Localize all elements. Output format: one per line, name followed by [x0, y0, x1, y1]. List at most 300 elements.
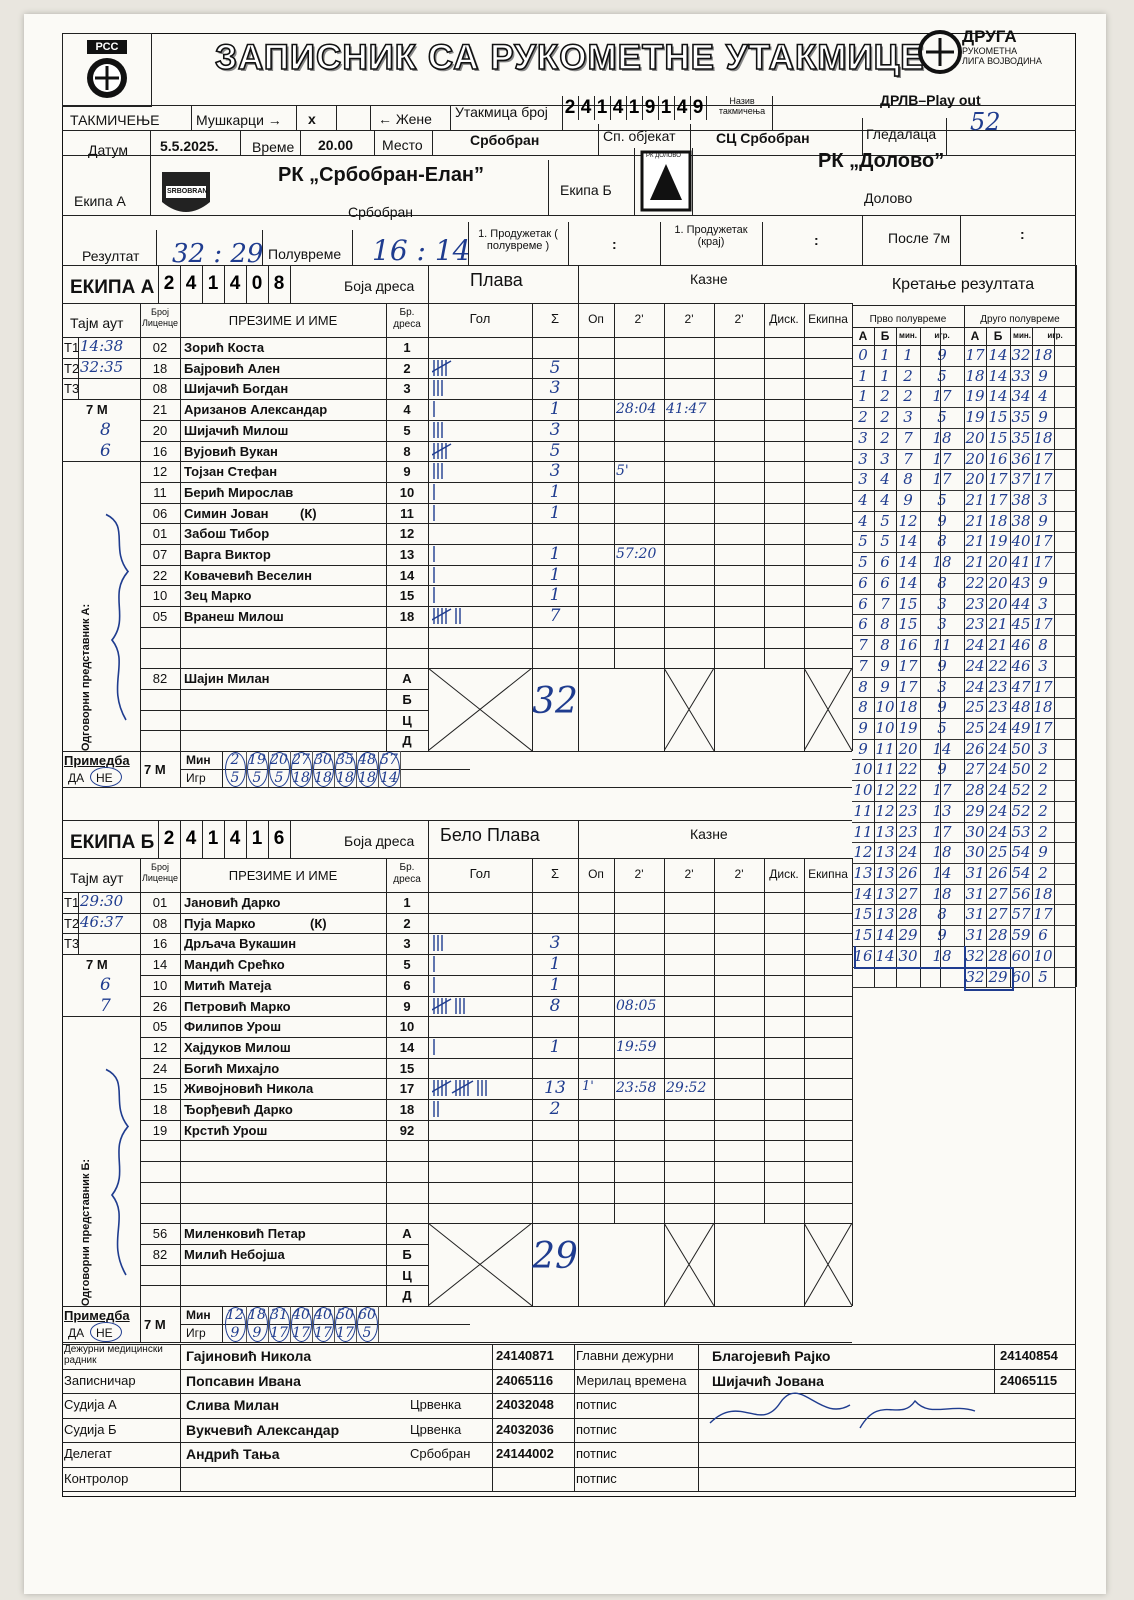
progress-cell: 12: [853, 843, 873, 862]
team-b-two3-header: 2': [734, 867, 744, 881]
progress-cell: 1: [880, 366, 890, 385]
team-b-player-goals: 3: [549, 933, 561, 954]
progress-cell: 29: [965, 801, 985, 820]
progress-cell: 15: [988, 428, 1008, 447]
progress-cell: 52: [1011, 781, 1031, 800]
progress-cell: 13: [875, 905, 895, 924]
progress-cell: 8: [937, 905, 947, 924]
team-b-label: ЕКИПА Б: [70, 832, 155, 853]
team-b-7m-min-value: 18: [248, 1307, 266, 1323]
progress-cell: 32: [965, 967, 985, 986]
team-b-player-license: 05: [152, 1019, 168, 1035]
team-b-7m-ring: [225, 1307, 246, 1342]
progress-cell: 17: [932, 781, 952, 800]
team-b-7m-ring: [357, 1307, 378, 1342]
team-a-7m-min-value: 30: [314, 752, 332, 768]
progress-cell: 8: [880, 636, 890, 655]
team-a-7m-igr-value: 5: [252, 770, 262, 786]
team-a-note-label: Примедба: [64, 753, 130, 768]
team-b-player-suspension: 19:59: [616, 1038, 657, 1055]
team-a-player-name: Зец Марко: [184, 588, 252, 604]
team-a-player-number: 11: [400, 505, 414, 521]
team-b-player-goals: 2: [549, 1099, 561, 1119]
team-b-official-name: Миленковић Петар: [184, 1226, 306, 1242]
halftime-score-box: [854, 946, 966, 969]
footer-city: Црвенка: [410, 1421, 462, 1437]
progress-title: Кретање резултата: [891, 276, 1035, 293]
team-b-7m-ring: [269, 1307, 290, 1342]
team-b-note-yes[interactable]: ДА: [68, 1326, 85, 1340]
progress-cell: 5: [937, 366, 947, 385]
team-b-goal-tally: [432, 975, 532, 995]
progress-cell: 9: [903, 491, 913, 510]
progress-cell: 21: [988, 636, 1008, 655]
team-b-name: РК „Долово”: [818, 150, 945, 172]
ot1-half-colon: :: [612, 236, 617, 252]
team-a-license-header: Број Лиценце: [141, 307, 179, 328]
progress-cell: 9: [937, 346, 947, 364]
progress-cell: 30: [898, 946, 918, 965]
team-a-color-value: Плава: [470, 270, 523, 290]
progress-cell: 32: [1011, 346, 1031, 364]
team-b-code-digit: 6: [268, 820, 291, 858]
team-a-penalties-label: Казне: [690, 271, 728, 287]
team-a-player-name: Берић Мирослав: [184, 484, 294, 500]
progress-cell: 6: [880, 553, 890, 572]
team-b-official-role: Ц: [402, 1267, 412, 1283]
team-a-player-suspension: 41:47: [666, 401, 707, 418]
team-a-player-suspension: 57:20: [616, 546, 657, 562]
team-b-player-name: Пуја Марко: [184, 915, 256, 931]
progress-cell: 14: [988, 346, 1008, 364]
progress-cell: 2: [1038, 801, 1048, 820]
progress-cell: 3: [858, 449, 868, 468]
progress-cell: 17: [1033, 905, 1053, 924]
team-a-captain-mark: (К): [300, 505, 317, 521]
progress-cell: 16: [853, 946, 873, 965]
progress-cell: 5: [1038, 967, 1048, 986]
progress-cell: 31: [965, 884, 985, 903]
progress-cell: 2: [903, 387, 913, 406]
progress-cell: 15: [898, 615, 918, 634]
progress-cell: 4: [1038, 387, 1048, 406]
team-b-7m-min-value: 12: [226, 1307, 244, 1323]
place-value: Србобран: [470, 132, 540, 148]
progress-col-header: мин.: [899, 331, 917, 340]
team-a-two1-header: 2': [634, 312, 644, 326]
progress-cell: 9: [1038, 366, 1048, 385]
team-b-logo: РК ДОЛОВО: [640, 150, 692, 212]
team-a-label: ЕКИПА А: [70, 277, 155, 298]
progress-cell: 9: [880, 656, 890, 675]
progress-cell: 3: [937, 677, 947, 696]
progress-cell: 1: [858, 387, 868, 406]
team-a-player-number: 9: [403, 464, 411, 480]
team-a-player-goals: 1: [549, 585, 561, 606]
team-a-7m-ring: [269, 752, 290, 787]
team-b-total-goals: 29: [532, 1236, 578, 1278]
progress-cell: 3: [858, 470, 868, 489]
team-b-player-number: 9: [403, 998, 411, 1014]
progress-cell: 56: [1011, 884, 1031, 903]
team-a-code-digit: 4: [180, 265, 203, 303]
progress-cell: 5: [858, 553, 868, 572]
team-a-player-license: 07: [152, 547, 168, 562]
progress-cell: 9: [937, 926, 947, 945]
team-b-official-role: Д: [402, 1288, 412, 1304]
team-b-player-license: 19: [152, 1122, 168, 1138]
team-a-player-suspension: 28:04: [616, 401, 657, 418]
team-b-7m-igr-value: 9: [230, 1325, 240, 1341]
progress-cell: 8: [1038, 636, 1048, 655]
team-b-player-name: Јановић Дарко: [184, 895, 281, 910]
progress-cell: 46: [1011, 656, 1031, 675]
team-b-timeout-label: T2: [64, 915, 80, 931]
progress-cell: 18: [932, 428, 952, 447]
team-b-code-digit: 4: [224, 820, 247, 858]
progress-cell: 18: [932, 884, 952, 903]
progress-cell: 27: [988, 884, 1008, 903]
team-a-official-role: Б: [402, 691, 412, 707]
team-a-goal-tally: [432, 441, 532, 461]
progress-cell: 24: [988, 760, 1008, 779]
progress-cell: 11: [853, 801, 873, 820]
footer-role2: потпис: [576, 1421, 617, 1437]
footer-name: Слива Милан: [186, 1397, 280, 1413]
progress-cell: 15: [898, 594, 918, 613]
team-b-player-number: 10: [399, 1019, 415, 1035]
team-a-7m-ring: [313, 752, 334, 787]
team-a-7m-min-value: 19: [248, 752, 266, 768]
progress-cell: 6: [880, 573, 890, 592]
progress-cell: 22: [965, 573, 985, 592]
result-label: Резултат: [82, 248, 140, 264]
team-a-7m-min-value: 20: [270, 752, 288, 768]
progress-cell: 19: [965, 387, 985, 406]
progress-cell: 0: [858, 346, 868, 364]
progress-cell: 9: [1038, 511, 1048, 530]
progress-cell: 24: [988, 781, 1008, 800]
progress-cell: 24: [988, 739, 1008, 758]
team-b-player-name: Дрљача Вукашин: [184, 936, 297, 952]
progress-cell: 2: [1038, 760, 1048, 779]
result-value: 32 : 29: [172, 239, 264, 269]
progress-cell: 18: [1033, 698, 1053, 717]
progress-cell: 27: [988, 905, 1008, 924]
team-b-player-goals: 13: [544, 1078, 566, 1099]
team-b-note-label: Примедба: [64, 1308, 130, 1323]
team-a-7m-label: 7 М: [86, 402, 108, 418]
team-a-7m-igr-value: 5: [230, 770, 240, 786]
progress-cell: 50: [1011, 739, 1031, 758]
match-number-label: Утакмица број: [455, 104, 548, 120]
team-a-timeout-label: T3: [64, 381, 80, 397]
footer-role2: Мерилац времена: [576, 1372, 687, 1388]
date-label: Датум: [88, 142, 128, 158]
team-a-7m-min-label: Мин: [186, 753, 211, 767]
team-b-code-digit: 1: [202, 820, 225, 858]
team-a-official-name: Шајин Милан: [184, 671, 270, 687]
team-b-city: Долово: [864, 190, 913, 206]
team-a-timeout-label: T1: [64, 340, 80, 355]
after-7m-label: После 7м: [888, 230, 951, 246]
team-a-official-role: А: [402, 671, 412, 687]
progress-cell: 29: [988, 967, 1008, 986]
progress-cell: 2: [1038, 864, 1048, 882]
team-a-player-license: 10: [152, 588, 168, 604]
team-a-two3-header: 2': [734, 312, 744, 326]
venue-value: СЦ Србобран: [716, 130, 810, 146]
progress-cell: 18: [965, 366, 985, 385]
team-a-7m-ring: [357, 752, 378, 787]
team-a-officials-team-cross: [804, 668, 852, 751]
progress-cell: 10: [853, 781, 873, 800]
progress-cell: 28: [965, 781, 985, 800]
progress-cell: 17: [1033, 615, 1053, 634]
team-a-player-license: 12: [152, 464, 168, 480]
team-b-7m-ring: [313, 1307, 334, 1342]
team-a-name-header: ПРЕЗИМЕ И ИМЕ: [228, 313, 338, 328]
team-a-disq-header: Диск.: [769, 312, 799, 326]
progress-cell: 2: [903, 366, 913, 385]
progress-cell: 60: [1011, 967, 1031, 986]
progress-cell: 7: [903, 428, 913, 447]
team-a-player-goals: 3: [549, 461, 561, 482]
team-b-goal-tally: [432, 996, 532, 1016]
progress-cell: 9: [1038, 573, 1048, 592]
footer-name: Вукчевић Александар: [186, 1421, 340, 1438]
team-b-two1-header: 2': [634, 867, 644, 881]
after-7m-colon: :: [1020, 226, 1025, 242]
progress-cell: 2: [880, 387, 890, 406]
progress-cell: 2: [858, 408, 868, 427]
ot1-half-label: 1. Продужетак ( полувреме ): [478, 228, 558, 252]
team-a-timeout-value: 14:38: [80, 337, 124, 355]
progress-cell: 13: [875, 822, 895, 841]
team-a-note-yes[interactable]: ДА: [68, 771, 85, 785]
team-a-7m-min-value: 2: [230, 752, 240, 768]
team-a-official-role: Д: [402, 733, 412, 749]
team-a-timeout-value: 32:35: [80, 357, 124, 376]
team-b-player-name: Мандић Срећко: [184, 957, 285, 973]
team-a-player-goals: 1: [549, 564, 561, 585]
team-a-player-number: 4: [403, 402, 411, 418]
progress-cell: 19: [898, 718, 918, 737]
team-a-player-number: 10: [399, 484, 415, 500]
progress-cell: 13: [875, 864, 895, 882]
progress-cell: 45: [1011, 615, 1031, 634]
team-a-note-no[interactable]: НЕ: [96, 771, 113, 785]
team-b-7m-min-label: Мин: [186, 1308, 211, 1322]
team-b-goal-tally: [432, 1037, 532, 1057]
progress-cell: 21: [965, 532, 985, 551]
progress-cell: 25: [965, 718, 985, 737]
team-b-name-header: ПРЕЗИМЕ И ИМЕ: [228, 868, 338, 883]
progress-cell: 49: [1011, 718, 1031, 737]
team-b-timeout-label: T1: [64, 895, 80, 910]
team-b-note-no[interactable]: НЕ: [96, 1326, 113, 1340]
team-b-player-goals: 8: [549, 995, 561, 1016]
team-a-player-number: 3: [403, 381, 411, 397]
team-a-note-no-circle: [90, 767, 122, 787]
team-b-player-name: Живојновић Никола: [184, 1081, 314, 1097]
progress-cell: 13: [875, 884, 895, 903]
progress-cell: 17: [932, 449, 952, 468]
team-b-7m-min-value: 31: [270, 1307, 288, 1323]
team-a-player-license: 16: [152, 443, 168, 459]
team-b-7m-igr-value: 17: [270, 1325, 288, 1341]
progress-cell: 23: [965, 594, 985, 613]
team-b-player-suspension: 23:58: [616, 1080, 657, 1097]
team-b-representative-label: Одговорни представник Б:: [80, 1158, 92, 1306]
team-b-goal-tally: [432, 933, 532, 953]
team-b-player-name: Филипов Урош: [184, 1019, 282, 1035]
progress-cell: 2: [1038, 781, 1048, 800]
team-b-player-license: 10: [152, 977, 168, 993]
ot1-end-label: 1. Продужетак (крај): [674, 224, 748, 248]
team-a-player-number: 14: [399, 567, 415, 583]
progress-cell: 14: [988, 387, 1008, 406]
team-b-penalties-label: Казне: [690, 826, 728, 842]
team-a-player-goals: 1: [549, 481, 561, 502]
team-b-official-license: 82: [152, 1246, 168, 1262]
comp-name: ДРЛВ–Play out: [880, 92, 981, 108]
team-a-warn-header: Оп: [588, 312, 604, 326]
team-a-player-license: 02: [152, 340, 168, 355]
team-a-7m-summary-label: 7 М: [144, 762, 166, 777]
team-b-7m-igr-value: 5: [362, 1325, 372, 1341]
halftime-label: Полувреме: [268, 246, 342, 262]
progress-cell: 36: [1011, 449, 1031, 468]
progress-cell: 31: [965, 926, 985, 945]
progress-cell: 28: [988, 946, 1008, 965]
team-a-timeout-label: T2: [64, 360, 80, 376]
time-value: 20.00: [318, 137, 354, 153]
progress-cell: 14: [932, 739, 952, 758]
progress-cell: 30: [965, 843, 985, 862]
team-b-player-license: 15: [152, 1081, 168, 1097]
progress-cell: 15: [853, 905, 873, 924]
team-b-color-label: Боја дреса: [344, 833, 415, 849]
footer-name: Гајиновић Никола: [186, 1348, 312, 1364]
progress-cell: 23: [988, 677, 1008, 696]
team-b-7m-igr-label: Игр: [186, 1326, 206, 1340]
progress-cell: 16: [898, 636, 918, 655]
progress-cell: 14: [988, 366, 1008, 385]
time-label: Време: [252, 139, 295, 155]
team-a-player-name: Симин Јован: [184, 505, 269, 521]
footer-role: Судија А: [64, 1397, 117, 1412]
team-a-7m-taken: 6: [100, 440, 111, 461]
progress-cell: 9: [937, 760, 947, 779]
team-b-player-suspension: 29:52: [666, 1080, 707, 1097]
progress-cell: 17: [898, 656, 918, 675]
footer-city: Србобран: [410, 1446, 471, 1461]
progress-cell: 4: [858, 511, 868, 530]
team-b-7m-min-value: 40: [292, 1307, 310, 1323]
progress-cell: 15: [988, 408, 1008, 427]
team-a-player-license: 08: [152, 381, 168, 397]
progress-cell: 14: [875, 946, 895, 965]
team-b-7m-igr-value: 17: [292, 1325, 310, 1341]
footer-license2: 24065115: [1000, 1372, 1058, 1388]
team-a-city: Србобран: [348, 204, 414, 220]
team-a-label: Екипа А: [74, 193, 126, 209]
team-a-player-name: Ковачевић Веселин: [184, 567, 312, 583]
team-a-player-goals: 1: [549, 544, 561, 564]
progress-cell: 3: [880, 449, 890, 468]
team-b-official-name: Милић Небојша: [184, 1246, 285, 1262]
team-b-player-number: 1: [403, 895, 411, 910]
progress-cell: 6: [858, 594, 868, 613]
team-a-player-name: Шијачић Милош: [184, 422, 289, 438]
progress-cell: 33: [1011, 366, 1031, 385]
team-a-7m-igr-value: 18: [336, 770, 354, 786]
progress-cell: 24: [988, 718, 1008, 737]
ot1-end-colon: :: [814, 232, 819, 248]
team-b-player-license: 12: [152, 1039, 168, 1055]
progress-cell: 41: [1011, 553, 1031, 572]
progress-cell: 18: [932, 553, 952, 572]
team-a-player-goals: 3: [549, 419, 561, 440]
team-a-goal-tally: [432, 420, 532, 440]
progress-cell: 5: [937, 408, 947, 427]
team-a-player-license: 05: [152, 609, 168, 625]
team-b-7m-label: 7 М: [86, 957, 108, 973]
footer-license2: 24140854: [1000, 1348, 1058, 1363]
comp-name-label: Назив такмичења: [718, 96, 766, 116]
footer-role2: потпис: [576, 1446, 617, 1461]
progress-cell: 29: [898, 926, 918, 945]
progress-cell: 18: [898, 698, 918, 717]
progress-cell: 8: [858, 677, 868, 696]
team-b-official-role: А: [402, 1226, 412, 1242]
progress-cell: 10: [875, 718, 895, 737]
team-a-goal-tally: [432, 378, 532, 398]
men-mark: x: [308, 111, 316, 127]
team-a-player-number: 15: [399, 588, 415, 604]
progress-cell: 17: [988, 491, 1008, 510]
progress-cell: 7: [903, 449, 913, 468]
progress-cell: 6: [1038, 926, 1048, 945]
progress-cell: 54: [1011, 843, 1031, 862]
progress-cell: 44: [1011, 594, 1031, 613]
progress-cell: 23: [988, 698, 1008, 717]
progress-cell: 20: [965, 470, 985, 489]
team-b-warn-header: Оп: [588, 867, 604, 881]
progress-cell: 14: [932, 864, 952, 882]
team-a-7m-min-value: 48: [358, 752, 376, 768]
team-a-code-digit: 8: [268, 265, 291, 303]
team-a-player-goals: 1: [549, 399, 561, 420]
team-b-player-license: 16: [152, 936, 168, 952]
progress-cell: 14: [898, 532, 918, 551]
progress-cell: 26: [898, 864, 918, 882]
team-b-player-name: Хајдуков Милош: [184, 1039, 291, 1055]
progress-cell: 19: [988, 532, 1008, 551]
progress-cell: 24: [898, 843, 918, 862]
team-b-code-digit: 4: [180, 820, 203, 858]
footer-name: Андрић Тања: [186, 1446, 280, 1462]
team-b-player-number: 15: [399, 1060, 415, 1076]
team-b-player-name: Богић Михајло: [184, 1060, 280, 1076]
team-a-7m-ring: [247, 752, 268, 787]
team-b-timeout-value: 29:30: [80, 892, 124, 910]
team-a-player-name: Зорић Коста: [184, 340, 265, 355]
progress-cell: 4: [880, 491, 890, 510]
progress-cell: 14: [898, 553, 918, 572]
progress-cell: 10: [875, 698, 895, 717]
